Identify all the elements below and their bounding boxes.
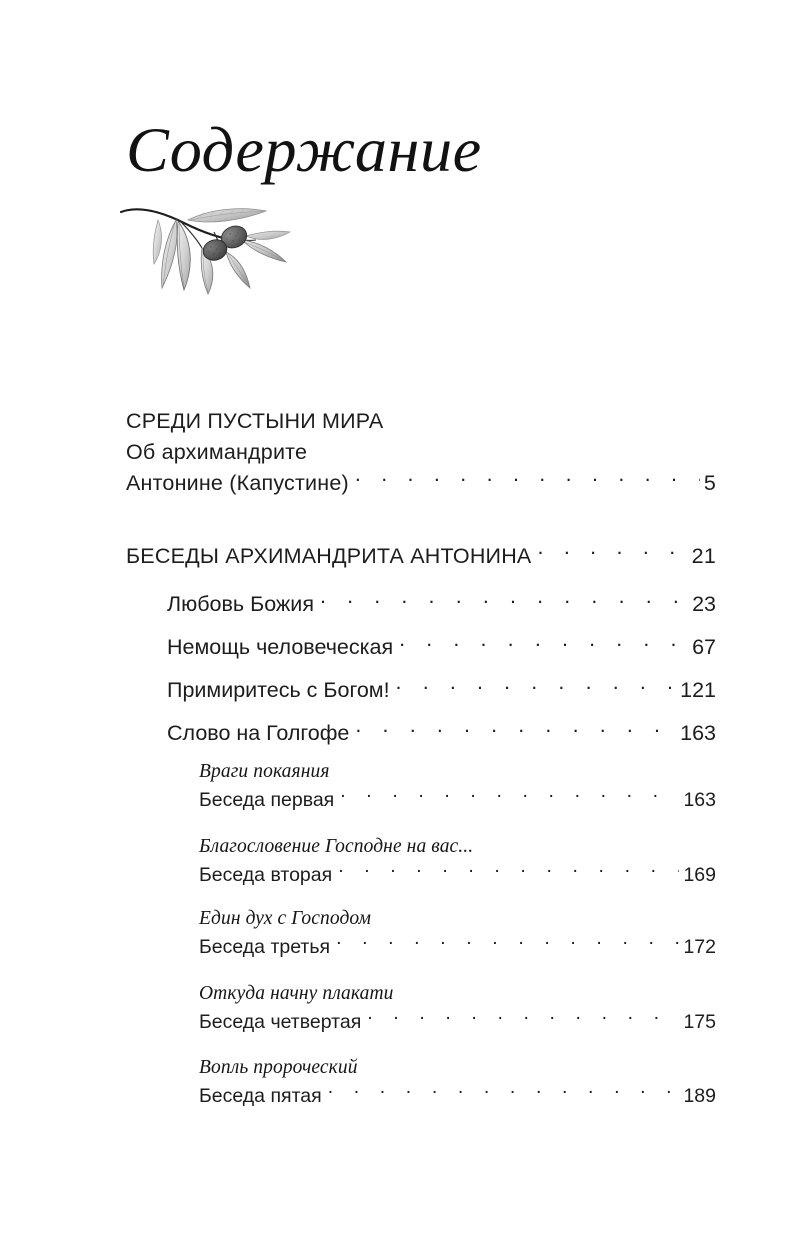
toc-page-number: 121 [680,678,716,702]
dot-leader [355,469,700,491]
page-title: Содержание [126,115,482,185]
toc-entry-label: Беседа четвертая [199,1011,362,1033]
toc-entry-line: Об архимандрите [126,440,308,464]
dot-leader [320,590,688,612]
toc-entry-label: Беседа третья [199,936,331,958]
toc-entry-label: Беседа пятая [199,1085,322,1107]
toc-entry-level2[interactable] [167,632,716,662]
toc-entry-dotline [199,1081,716,1111]
toc-entry-level2[interactable] [167,718,716,748]
toc-entry-label: Слово на Голгофе [167,721,350,745]
toc-entry-label: Примиритесь с Богом! [167,678,390,702]
dot-leader [328,1083,680,1103]
dot-leader [338,862,679,882]
dot-leader [336,934,679,954]
toc-page-number: 169 [683,864,716,886]
toc-page-number: 172 [683,936,716,958]
toc-entry-level3[interactable] [199,1055,716,1111]
toc-page-number: 23 [692,592,716,616]
toc-entry-label: Беседа вторая [199,864,333,886]
toc-entry-level3[interactable] [199,834,716,890]
toc-page-number: 175 [683,1011,716,1033]
dot-leader [399,633,688,655]
dot-leader [396,676,677,698]
toc-entry-dotline [199,1007,716,1037]
toc-entry-dotline [199,932,716,962]
toc-entry-dotline [199,860,716,890]
dot-leader [340,787,679,807]
dot-leader [537,542,687,564]
toc-subtitle: Враги покаяния [199,761,330,782]
toc-entry-dotline [167,589,716,619]
toc-entry-dotline [167,718,716,748]
toc-page-number: 189 [683,1085,716,1107]
toc-entry-level1[interactable] [126,541,716,572]
toc-entry-dotline [126,468,716,499]
toc-page-number: 5 [703,471,716,495]
toc-entry-level3[interactable] [199,981,716,1037]
olive-branch-icon [118,196,298,296]
toc-entry-level2[interactable] [167,675,716,705]
toc-page-number: 163 [683,789,716,811]
toc-entry-level2[interactable] [167,589,716,619]
dot-leader [367,1009,679,1029]
toc-page-number: 21 [691,544,716,568]
toc-entry-level3[interactable] [199,906,716,962]
toc-page-number: 67 [692,635,716,659]
toc-subtitle: Един дух с Господом [199,908,372,929]
toc-entry-label: БЕСЕДЫ АРХИМАНДРИТА АНТОНИНА [126,544,532,568]
toc-entry-label: Любовь Божия [167,592,314,616]
toc-entry-level1[interactable] [126,406,716,499]
toc-entry-dotline [199,785,716,815]
toc-entry-label: Беседа первая [199,789,335,811]
toc-entry-dotline [167,675,716,705]
toc-page-number: 163 [680,721,716,745]
toc-subtitle: Благословение Господне на вас... [199,836,474,857]
toc-subtitle: Вопль пророческий [199,1057,358,1078]
toc-entry-label: Немощь человеческая [167,635,394,659]
toc-entry-label: Антонине (Капустине) [126,471,349,495]
toc-entry-dotline [126,541,716,572]
toc-subtitle: Откуда начну плакати [199,983,394,1004]
toc-entry-level3[interactable] [199,759,716,815]
dot-leader [355,719,676,741]
toc-entry-line: СРЕДИ ПУСТЫНИ МИРА [126,409,384,433]
toc-entry-dotline [167,632,716,662]
